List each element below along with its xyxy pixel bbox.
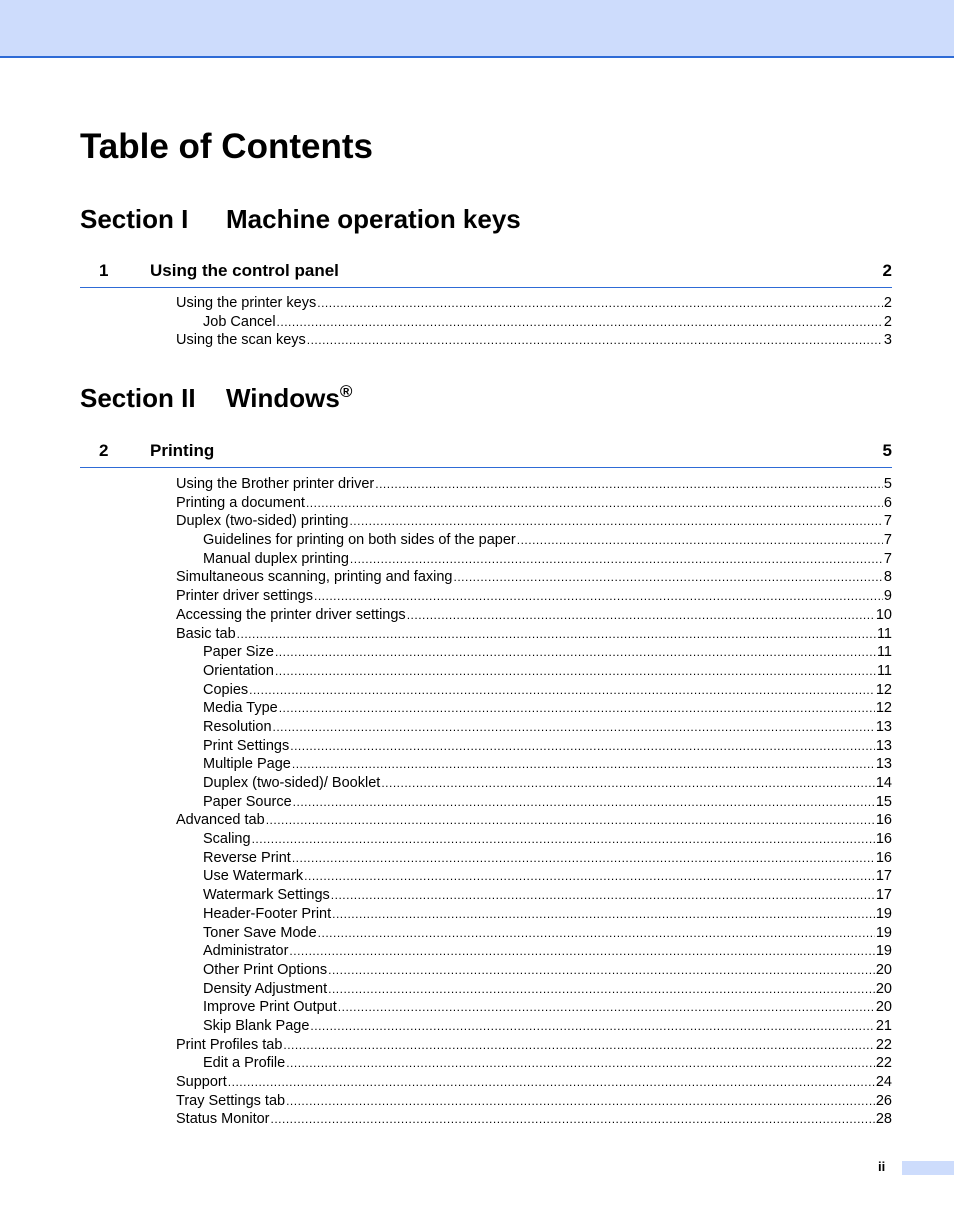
toc-entry[interactable] <box>176 1110 892 1129</box>
dot-leader <box>310 1017 874 1036</box>
toc-entry-title: Tray Settings tab <box>176 1092 286 1109</box>
dot-leader <box>304 867 875 886</box>
toc-entry-title: Skip Blank Page <box>203 1017 310 1034</box>
toc-entry-title: Print Profiles tab <box>176 1036 283 1053</box>
toc-entry-page: 11 <box>876 662 892 679</box>
toc-entry-page: 20 <box>875 961 892 978</box>
toc-entry-title: Paper Source <box>203 793 292 810</box>
section-title: Windows <box>226 383 340 413</box>
toc-entry-title: Duplex (two-sided)/ Booklet <box>203 775 381 791</box>
dot-leader <box>283 1036 874 1055</box>
toc-entry-page: 7 <box>883 550 892 567</box>
dot-leader <box>271 1110 875 1129</box>
toc-entry[interactable] <box>176 886 892 905</box>
dot-leader <box>275 662 876 681</box>
toc-entry[interactable] <box>176 830 892 849</box>
toc-entry[interactable] <box>176 737 892 756</box>
dot-leader <box>277 313 883 332</box>
dot-leader <box>292 755 875 774</box>
chapter-title: Using the control panel <box>150 261 339 280</box>
toc-entry-page: 19 <box>875 943 892 960</box>
toc-entry-title: Scaling <box>203 831 251 848</box>
toc-entry[interactable] <box>176 699 892 718</box>
toc-entry-page: 14 <box>875 775 892 791</box>
toc-entry-page: 10 <box>875 606 892 623</box>
toc-entry-page: 13 <box>875 718 892 735</box>
toc-entry-page: 12 <box>875 700 892 717</box>
toc-entry[interactable] <box>176 331 892 350</box>
dot-leader <box>332 905 875 924</box>
dot-leader <box>318 924 875 943</box>
toc-entry[interactable] <box>176 718 892 737</box>
toc-entry[interactable] <box>176 980 892 999</box>
toc-list-chapter-1 <box>176 294 892 350</box>
toc-entry-title: Job Cancel <box>203 313 276 330</box>
toc-entry-title: Header-Footer Print <box>203 905 332 922</box>
dot-leader <box>237 625 876 644</box>
toc-entry-title: Printer driver settings <box>176 588 313 605</box>
toc-entry-title: Other Print Options <box>203 961 328 978</box>
dot-leader <box>328 961 875 980</box>
toc-entry[interactable] <box>176 294 892 313</box>
page-title: Table of Contents <box>80 127 373 166</box>
toc-entry[interactable] <box>176 924 892 943</box>
dot-leader <box>249 681 875 700</box>
dot-leader <box>407 606 875 625</box>
toc-entry-page: 11 <box>876 625 892 642</box>
dot-leader <box>289 942 874 961</box>
toc-entry-page: 7 <box>883 513 892 530</box>
toc-entry-title: Reverse Print <box>203 849 291 866</box>
toc-entry-page: 20 <box>875 980 892 997</box>
toc-entry[interactable] <box>176 998 892 1017</box>
toc-entry[interactable] <box>176 587 892 606</box>
toc-entry-title: Edit a Profile <box>203 1055 286 1072</box>
dot-leader <box>331 886 875 905</box>
dot-leader <box>275 643 876 662</box>
dot-leader <box>338 998 875 1017</box>
toc-entry[interactable] <box>176 905 892 924</box>
toc-entry-title: Simultaneous scanning, printing and faxing <box>176 569 453 586</box>
toc-entry[interactable] <box>176 774 892 793</box>
toc-entry[interactable] <box>176 625 892 644</box>
toc-entry-page: 16 <box>875 831 892 848</box>
dot-leader <box>349 512 882 531</box>
toc-entry-page: 22 <box>875 1055 892 1072</box>
toc-entry-page: 5 <box>883 476 892 492</box>
toc-entry-page: 3 <box>883 332 892 349</box>
dot-leader <box>292 849 875 868</box>
dot-leader <box>279 699 875 718</box>
toc-entry-page: 17 <box>875 868 892 885</box>
toc-entry-title: Orientation <box>203 662 274 679</box>
toc-entry-title: Manual duplex printing <box>203 550 349 567</box>
toc-entry-page: 2 <box>883 295 892 311</box>
dot-leader <box>273 718 875 737</box>
chapter-page: 5 <box>882 441 892 460</box>
dot-leader <box>252 830 875 849</box>
toc-entry-page: 20 <box>875 999 892 1016</box>
toc-entry-title: Using the printer keys <box>176 295 317 311</box>
toc-entry-title: Printing a document <box>176 494 305 511</box>
toc-entry[interactable] <box>176 681 892 700</box>
footer-page-number: ii <box>878 1159 886 1174</box>
chapter-number: 2 <box>99 441 109 460</box>
toc-entry-page: 22 <box>875 1036 892 1053</box>
dot-leader <box>307 331 883 350</box>
toc-entry-page: 7 <box>883 532 892 549</box>
header-band <box>0 0 954 58</box>
dot-leader <box>453 568 882 587</box>
toc-entry-title: Toner Save Mode <box>203 924 317 941</box>
toc-entry[interactable] <box>176 475 892 494</box>
dot-leader <box>517 531 883 550</box>
toc-entry-title: Accessing the printer driver settings <box>176 606 406 623</box>
toc-entry[interactable] <box>176 1092 892 1111</box>
toc-entry[interactable] <box>176 755 892 774</box>
toc-entry-title: Copies <box>203 681 249 698</box>
toc-entry-title: Multiple Page <box>203 756 291 773</box>
section-heading-1 <box>80 203 521 235</box>
toc-entry-title: Density Adjustment <box>203 980 328 997</box>
toc-entry[interactable] <box>176 512 892 531</box>
toc-entry-page: 8 <box>883 569 892 586</box>
toc-entry[interactable] <box>176 531 892 550</box>
toc-list-chapter-2 <box>176 475 892 1129</box>
toc-entry-title: Use Watermark <box>203 868 304 885</box>
registered-mark: ® <box>339 382 353 401</box>
toc-entry-page: 16 <box>875 849 892 866</box>
toc-entry[interactable] <box>176 313 892 332</box>
toc-entry-page: 9 <box>883 588 892 605</box>
toc-entry[interactable] <box>176 811 892 830</box>
toc-entry-page: 2 <box>883 313 892 330</box>
dot-leader <box>290 737 875 756</box>
dot-leader <box>375 475 883 494</box>
footer-tab <box>902 1161 954 1175</box>
toc-entry[interactable] <box>176 643 892 662</box>
toc-entry[interactable] <box>176 494 892 513</box>
chapter-number: 1 <box>99 261 109 280</box>
toc-entry-page: 16 <box>875 812 892 829</box>
dot-leader <box>317 294 883 313</box>
toc-entry-title: Basic tab <box>176 625 236 642</box>
toc-entry-title: Status Monitor <box>176 1111 270 1128</box>
dot-leader <box>286 1054 875 1073</box>
chapter-row-1[interactable] <box>80 259 892 288</box>
toc-entry[interactable] <box>176 961 892 980</box>
toc-entry[interactable] <box>176 793 892 812</box>
toc-entry-page: 24 <box>875 1074 892 1090</box>
dot-leader <box>328 980 875 999</box>
toc-entry-page: 13 <box>875 756 892 773</box>
toc-entry-title: Advanced tab <box>176 812 265 829</box>
toc-entry-title: Guidelines for printing on both sides of the paper <box>203 532 516 549</box>
toc-entry-page: 11 <box>876 644 892 661</box>
toc-entry-title: Paper Size <box>203 644 274 661</box>
toc-entry-title: Print Settings <box>203 737 290 754</box>
toc-entry-page: 13 <box>875 737 892 754</box>
toc-entry[interactable] <box>176 1054 892 1073</box>
toc-entry[interactable] <box>176 1073 892 1092</box>
section-number: Section II <box>80 383 196 413</box>
dot-leader <box>228 1073 875 1092</box>
toc-entry-page: 26 <box>875 1092 892 1109</box>
toc-entry-page: 6 <box>883 494 892 511</box>
section-number: Section I <box>80 204 189 234</box>
dot-leader <box>314 587 883 606</box>
dot-leader <box>381 774 875 793</box>
dot-leader <box>350 550 883 569</box>
toc-entry[interactable] <box>176 662 892 681</box>
toc-entry-title: Improve Print Output <box>203 999 337 1016</box>
section-heading-2 <box>80 382 352 414</box>
toc-entry[interactable] <box>176 867 892 886</box>
dot-leader <box>266 811 875 830</box>
section-title: Machine operation keys <box>226 204 521 234</box>
chapter-page: 2 <box>882 261 892 280</box>
toc-entry-page: 19 <box>875 924 892 941</box>
toc-entry-title: Media Type <box>203 700 278 717</box>
toc-entry[interactable] <box>176 568 892 587</box>
toc-entry[interactable] <box>176 942 892 961</box>
toc-entry[interactable] <box>176 550 892 569</box>
toc-entry[interactable] <box>176 849 892 868</box>
toc-entry-page: 21 <box>875 1017 892 1034</box>
toc-entry[interactable] <box>176 606 892 625</box>
toc-entry[interactable] <box>176 1017 892 1036</box>
chapter-title: Printing <box>150 441 215 460</box>
chapter-row-2[interactable] <box>80 439 892 468</box>
toc-entry-title: Using the scan keys <box>176 332 306 349</box>
dot-leader <box>306 494 883 513</box>
toc-entry-title: Duplex (two-sided) printing <box>176 513 349 530</box>
toc-entry-page: 12 <box>875 681 892 698</box>
toc-entry-title: Administrator <box>203 943 289 960</box>
toc-entry-page: 28 <box>875 1111 892 1128</box>
dot-leader <box>286 1092 875 1111</box>
toc-entry-title: Support <box>176 1074 227 1090</box>
dot-leader <box>293 793 875 812</box>
toc-entry-page: 17 <box>875 887 892 904</box>
toc-entry-title: Resolution <box>203 718 272 735</box>
toc-entry[interactable] <box>176 1036 892 1055</box>
toc-entry-page: 15 <box>875 793 892 810</box>
toc-entry-title: Watermark Settings <box>203 887 330 904</box>
toc-entry-page: 19 <box>875 905 892 922</box>
toc-entry-title: Using the Brother printer driver <box>176 476 375 492</box>
